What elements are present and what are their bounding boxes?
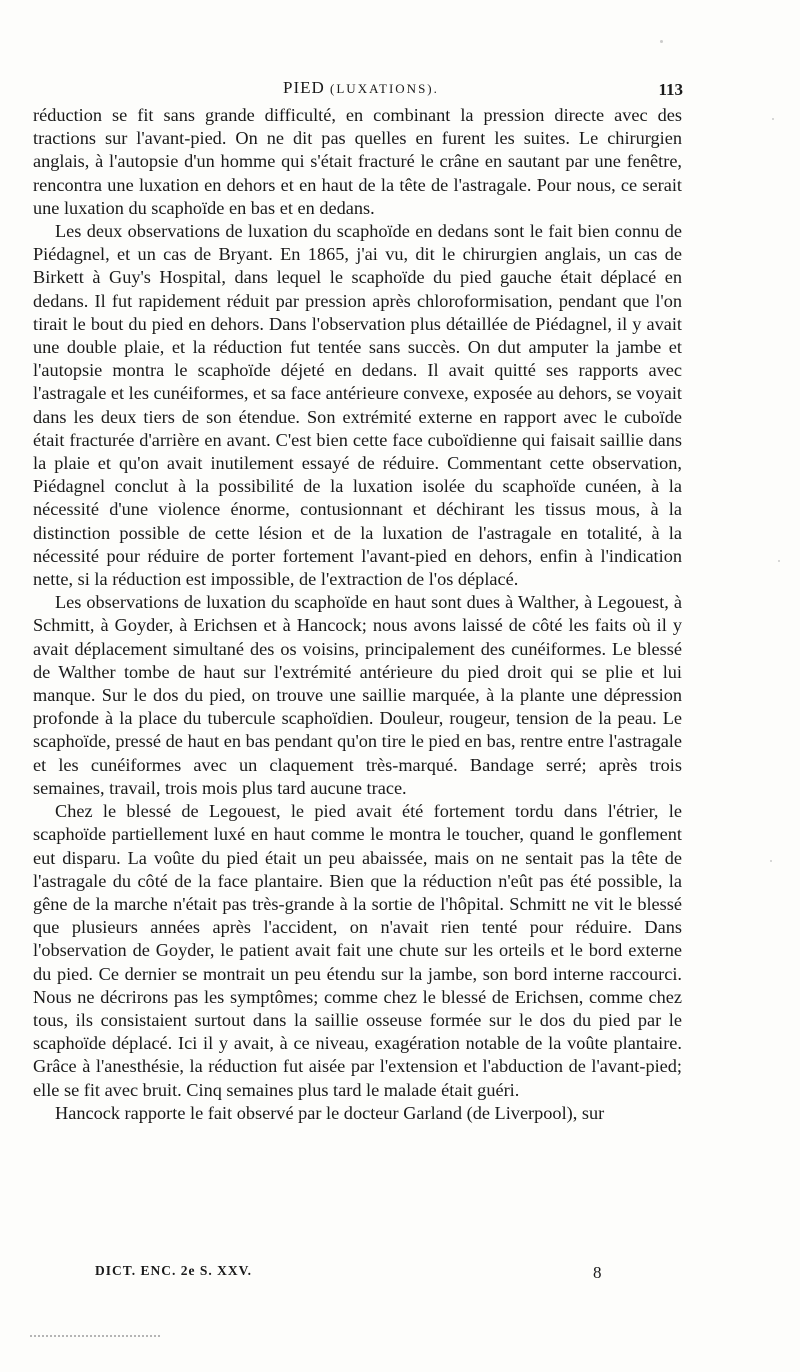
running-head-subtitle: (LUXATIONS). xyxy=(330,81,439,96)
paragraph: réduction se fit sans grande difficulté, en combinant la pression directe avec des tractions sur l'avant-pied. On ne dit pas quelles en furent les suites. Le chirurgien anglais, à l'autopsie d'un homme qui s'était fracturé le crâne en sautant par une fenêtre, rencontra une luxation en dehors et en haut de la tête de l'astragale. Pour nous, ce serait une luxation du scaphoïde en bas et en dedans. xyxy=(33,105,682,218)
edge-speck xyxy=(660,40,663,43)
signature-line: DICT. ENC. 2e S. XXV. xyxy=(95,1263,253,1278)
bottom-dots-divider xyxy=(30,1335,160,1339)
paragraph: Les deux observations de luxation du scaphoïde en dedans sont le fait bien connu de Piédagnel, et un cas de Bryant. En 1865, j'ai vu, dit le chirurgien anglais, un cas de Birkett à Guy's Hospital, dans lequel le scaphoïde du pied gauche était déplacé en dedans. Il fut rapidement réduit par pression après chloroformisation, pendant que l'on tirait le bout du pied en dehors. Dans l'observation plus détaillée de Piédagnel, il y avait une double plaie, et la réduction fut tentée sans succès. On dut amputer la jambe et l'autopsie montra le scaphoïde déjeté en dedans. Il avait quitté ses rapports avec l'astragale et les cunéiformes, et sa face antérieure convexe, exposée au dehors, se voyait dans les deux tiers de son étendue. Son extrémité externe en rapport avec le cuboïde était fracturée d'arrière en avant. C'est bien cette face cuboïdienne qui faisait saillie dans la plaie et qu'on avait inutilement essayé de réduire. Commentant cette observation, Piédagnel conclut à la possibilité de la luxation isolée du scaphoïde cunéen, à la nécessité d'une violence énorme, contusionnant et déchirant les tissus mous, à la distinction possible de cette lésion et de la luxation de l'astragale en totalité, à la nécessité pour réduire de porter fortement l'avant-pied en dehors, enfin à l'indication nette, si la réduction est impossible, de l'extraction de l'os déplacé. xyxy=(33,221,682,590)
running-head xyxy=(33,78,683,102)
running-head-title: PIED (LUXATIONS). xyxy=(283,78,439,97)
paragraph: Les observations de luxation du scaphoïde en haut sont dues à Walther, à Legouest, à Schmitt, à Goyder, à Erichsen et à Hancock; nous avons laissé de côté les faits où il y avait déplacement simultané des os voisins, principalement des cunéiformes. Le blessé de Walther tombe de haut sur l'extrémité antérieure du pied droit qui se plie et lui manque. Sur le dos du pied, on trouve une saillie marquée, à la plante une dépression profonde à la place du tubercule scaphoïdien. Douleur, rougeur, tension de la peau. Le scaphoïde, pressé de haut en bas pendant qu'on tire le pied en bas, rentre entre l'astragale et les cunéiformes avec un claquement très-marqué. Bandage serré; après trois semaines, travail, trois mois plus tard aucune trace. xyxy=(33,592,682,798)
paragraph: Chez le blessé de Legouest, le pied avait été fortement tordu dans l'étrier, le scaphoïde partiellement luxé en haut comme le montra le toucher, quand le gonflement eut disparu. La voûte du pied était un peu abaissée, mais on ne sentait pas la tête de l'astragale du côté de la face plantaire. Bien que la réduction n'eût pas été possible, la gêne de la marche n'était pas très-grande à la sortie de l'hôpital. Schmitt ne vit le blessé que plusieurs années après l'accident, on n'avait rien tenté pour réduire. Dans l'observation de Goyder, le patient avait fait une chute sur les orteils et le bord externe du pied. Ce dernier se montrait un peu étendu sur la jambe, son bord interne raccourci. Nous ne décrirons pas les symptômes; comme chez le blessé de Erichsen, comme chez tous, ils consistaient surtout dans la saillie osseuse formée sur le dos du pied par le scaphoïde déplacé. Ici il y avait, à ce niveau, exagération notable de la voûte plantaire. Grâce à l'anesthésie, la réduction fut aisée par l'extension et l'abduction de l'avant-pied; elle se fit avec bruit. Cinq semaines plus tard le malade était guéri. xyxy=(33,801,682,1100)
sheet-number: 8 xyxy=(593,1263,602,1282)
edge-speck xyxy=(770,860,772,862)
page-number: 113 xyxy=(658,80,683,99)
body-text xyxy=(33,104,682,1125)
edge-speck xyxy=(778,560,780,562)
edge-speck xyxy=(772,118,774,120)
paragraph: Hancock rapporte le fait observé par le docteur Garland (de Liverpool), sur xyxy=(55,1102,605,1123)
